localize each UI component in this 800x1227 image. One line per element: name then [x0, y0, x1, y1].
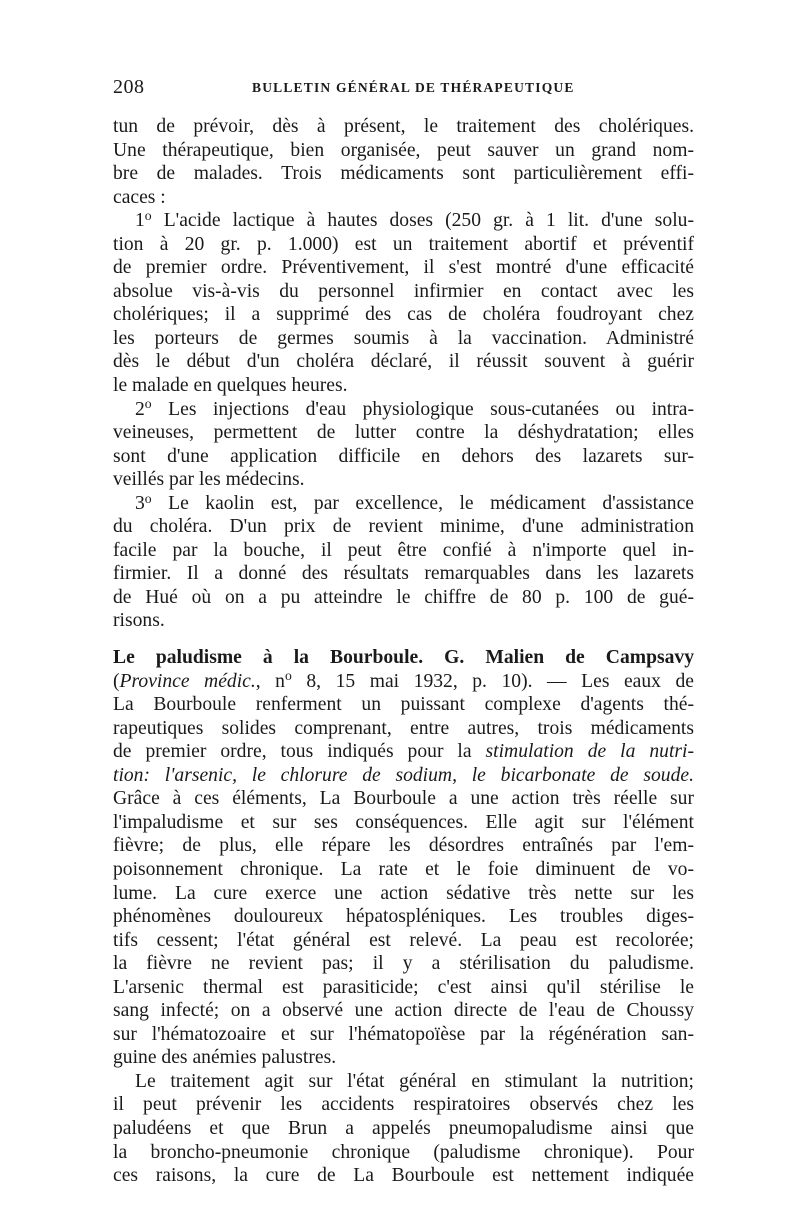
text-line [113, 492, 694, 516]
text-line: ces raisons, la cure de La Bourboule est nettement indiquée [113, 1165, 694, 1187]
text-plain: de premier ordre, tous indiqués pour la [113, 741, 486, 763]
text-line: veineuses, permettent de lutter contre la déshydratation; elles [113, 422, 694, 444]
item-text: Les injections d'eau physiologique sous-cutanées ou intra- [151, 398, 694, 420]
text-line: risons. [113, 610, 165, 632]
list-item-kaolin [113, 492, 694, 633]
text-line: caces : [113, 186, 166, 208]
text-line: cholériques; il a supprimé des cas de choléra foudroyant chez [113, 304, 694, 326]
section-spacer [113, 633, 694, 646]
page-body [113, 115, 694, 1188]
text-line: la broncho-pneumonie chronique (paludisme chronique). Pour [113, 1141, 694, 1163]
text-line: tifs cessent; l'état général est relevé. La peau est recolorée; [113, 929, 694, 951]
item-text: Le kaolin est, par excellence, le médicament d'assistance [151, 492, 694, 514]
text-line: le malade en quelques heures. [113, 375, 348, 397]
text-line [113, 740, 694, 764]
text-line: tion à 20 gr. p. 1.000) est un traitement abortif et préventif [113, 233, 694, 255]
paragraph-cholera-intro [113, 115, 694, 209]
text-line: fièvre; de plus, elle répare les désordres entraînés par l'em- [113, 835, 694, 857]
text-line: rapeutiques solides comprenant, entre autres, trois médicaments [113, 717, 694, 739]
text-line: de premier ordre. Préventivement, il s'est montré d'une efficacité [113, 257, 694, 279]
article-source-line [113, 670, 694, 694]
ordinal-suffix: o [144, 491, 152, 506]
article-paludisme-bourboule [113, 646, 694, 1188]
source-issue: , n [255, 670, 285, 692]
text-line: sont d'une application difficile en dehors des lazarets sur- [113, 445, 694, 467]
ordinal-suffix: o [144, 397, 152, 412]
list-item-acide-lactique [113, 209, 694, 397]
text-line: bre de malades. Trois médicaments sont particulièrement effi- [113, 163, 694, 185]
text-line: l'impaludisme et sur ses conséquences. Elle agit sur l'élément [113, 811, 694, 833]
text-line: de Hué où on a pu atteindre le chiffre de 80 p. 100 de gué- [113, 586, 694, 608]
text-line: veillés par les médecins. [113, 469, 305, 491]
text-line: Le traitement agit sur l'état général en stimulant la nutrition; [135, 1070, 694, 1092]
text-line: Grâce à ces éléments, La Bourboule a une action très réelle sur [113, 788, 694, 810]
text-line: Une thérapeutique, bien organisée, peut sauver un grand nom- [113, 139, 694, 161]
text-line: phénomènes douloureux hépatospléniques. Les troubles diges- [113, 906, 694, 928]
list-item-injections [113, 398, 694, 492]
source-journal: Province médic. [119, 670, 256, 692]
text-line: du choléra. D'un prix de revient minime, d'une administration [113, 516, 694, 538]
text-line: firmier. Il a donné des résultats remarquables dans les lazarets [113, 563, 694, 585]
text-line: sur l'hématozoaire et sur l'hématopoïèse par la régénération san- [113, 1023, 694, 1045]
text-line: poisonnement chronique. La rate et le foie diminuent de vo- [113, 858, 694, 880]
ordinal-suffix: o [284, 669, 292, 684]
text-line: lume. La cure exerce une action sédative très nette sur les [113, 882, 694, 904]
source-date: 8, 15 mai 1932, p. 10). — Les eaux de [291, 670, 694, 692]
text-line: les porteurs de germes soumis à la vaccination. Administré [113, 327, 694, 349]
item-number: 2 [135, 398, 145, 420]
page-header [113, 76, 693, 102]
text-line: absolue vis-à-vis du personnel infirmier en contact avec les [113, 280, 694, 302]
article-title: Le paludisme à la Bourboule. G. Malien de Campsavy [113, 647, 694, 669]
item-number: 1 [135, 210, 145, 232]
text-line [113, 209, 694, 233]
text-line: il peut prévenir les accidents respiratoires observés chez les [113, 1094, 694, 1116]
text-line: tun de prévoir, dès à présent, le traitement des cholériques. [113, 116, 694, 137]
text-line: sang infecté; on a observé une action directe de l'eau de Choussy [113, 1000, 694, 1022]
item-text: L'acide lactique à hautes doses (250 gr. à 1 lit. d'une solu- [151, 210, 694, 232]
page-number: 208 [113, 76, 145, 98]
text-line: L'arsenic thermal est parasiticide; c'est ainsi qu'il stérilise le [113, 976, 694, 998]
text-line: guine des anémies palustres. [113, 1047, 337, 1069]
item-number: 3 [135, 492, 145, 514]
text-italic: stimulation de la nutri- [485, 741, 694, 763]
text-line: dès le début d'un choléra déclaré, il réussit souvent à guérir [113, 351, 694, 373]
text-line: paludéens et que Brun a appelés pneumopaludisme ainsi que [113, 1117, 694, 1139]
ordinal-suffix: o [144, 209, 152, 224]
text-line: tion: l'arsenic, le chlorure de sodium, le bicarbonate de soude. [113, 764, 694, 786]
text-line: La Bourboule renferment un puissant complexe d'agents thé- [113, 694, 694, 716]
text-line: facile par la bouche, il peut être confié à n'importe quel in- [113, 539, 694, 561]
text-line: la fièvre ne revient pas; il y a stérilisation du paludisme. [113, 953, 694, 975]
source-open-paren: ( [113, 670, 120, 692]
text-line [113, 398, 694, 422]
running-title: BULLETIN GÉNÉRAL DE THÉRAPEUTIQUE [252, 80, 575, 95]
